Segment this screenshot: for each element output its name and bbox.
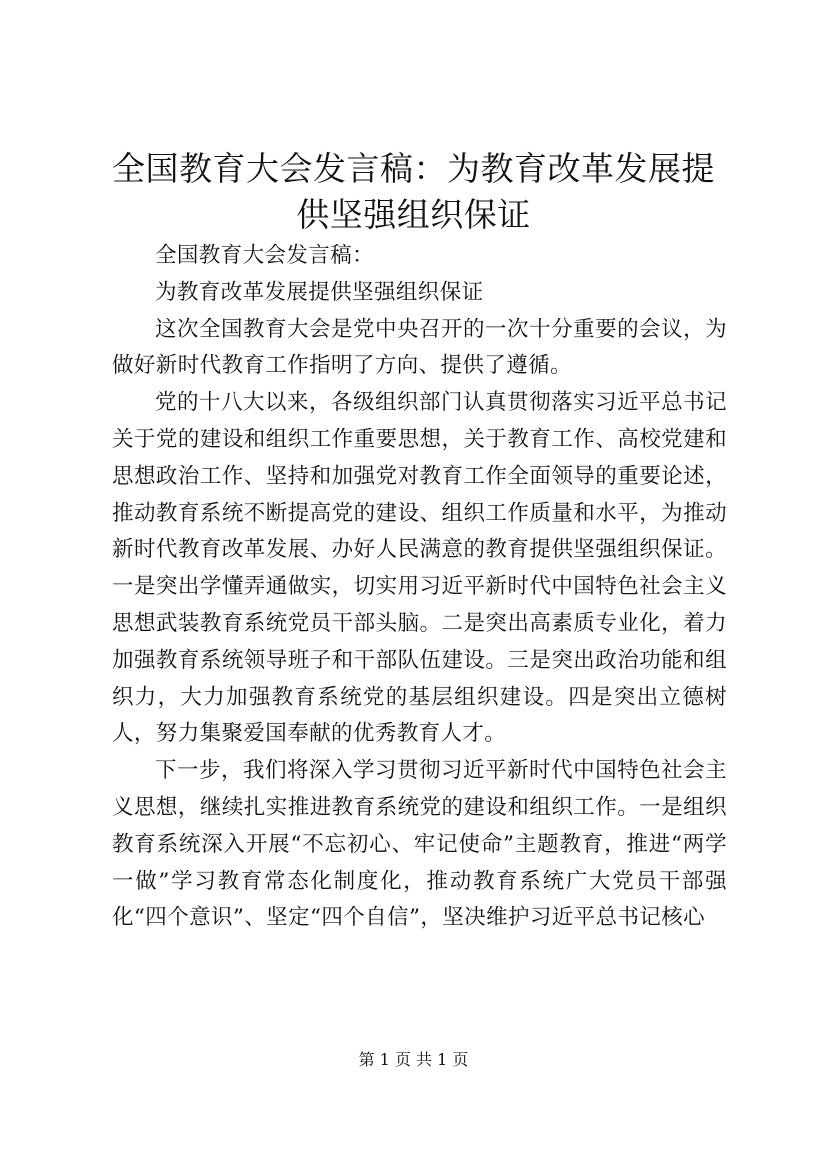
paragraph-2: 党的十八大以来，各级组织部门认真贯彻落实习近平总书记关于党的建设和组织工作重要思想，关于教育工作、高校党建和思想政治工作、坚持和加强党对教育工作全面领导的重要论述，推动教育系统不断提高党的建设、组织工作质量和水平，为推动新时代教育改革发展、办好人民满意的教育提供坚强组织保证。一是突出学懂弄通做实，切实用习近平新时代中国特色社会主义思想武装教育系统党员干部头脑。二是突出高素质专业化，着力加强教育系统领导班子和干部队伍建设。三是突出政治功能和组织力，大力加强教育系统党的基层组织建设。四是突出立德树人，努力集聚爱国奉献的优秀教育人才。 xyxy=(112,390,727,747)
paragraph-intro: 全国教育大会发言稿： xyxy=(155,243,375,268)
paragraph-1: 这次全国教育大会是党中央召开的一次十分重要的会议，为做好新时代教育工作指明了方向、提供了遵循。 xyxy=(112,316,727,379)
document-title: 全国教育大会发言稿：为教育改革发展提供坚强组织保证 xyxy=(112,149,715,234)
page-footer: 第 1 页 共 1 页 xyxy=(358,1050,469,1069)
paragraph-3: 下一步，我们将深入学习贯彻习近平新时代中国特色社会主义思想，继续扎实推进教育系统党的建设和组织工作。一是组织教育系统深入开展“不忘初心、牢记使命”主题教育，推进“两学一做”学习教育常态化制度化，推动教育系统广大党员干部强化“四个意识”、坚定“四个自信”，坚决维护习近平总书记核心 xyxy=(112,758,727,931)
document-body xyxy=(112,238,727,937)
paragraph-subtitle: 为教育改革发展提供坚强组织保证 xyxy=(155,279,484,305)
